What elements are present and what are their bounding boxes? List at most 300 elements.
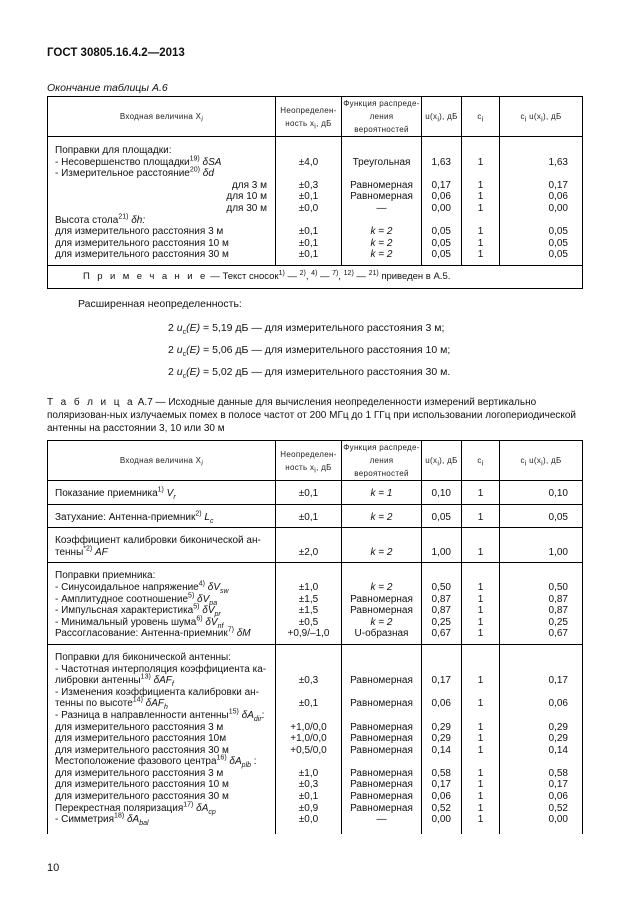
table-row: [48, 687, 583, 699]
footnote-ref: 19): [189, 155, 200, 163]
cell-distribution: Равномерная: [342, 779, 422, 791]
spacer-cell: [422, 826, 462, 834]
cell-distribution: —: [342, 814, 422, 826]
cell-input: для измерительного расстояния 3 м: [48, 722, 276, 734]
cell-uncertainty: ±0,0: [276, 814, 342, 826]
spacer-cell: [422, 504, 462, 512]
spacer-cell: [462, 528, 500, 536]
symbol: L: [201, 511, 210, 523]
cell-u: 0,87: [422, 594, 462, 606]
cell-uncertainty: ±0,1: [276, 698, 342, 710]
symbol-sub: h: [164, 704, 168, 712]
spacer-cell: [276, 481, 342, 489]
cell-distribution: k = 2: [342, 582, 422, 594]
note-row: [48, 265, 583, 288]
cell-u: [422, 687, 462, 699]
spacer-cell: [500, 504, 583, 512]
cell-u: 0,05: [422, 226, 462, 238]
cell-cu: 0,14: [500, 745, 583, 757]
cell-distribution: —: [342, 203, 422, 215]
cell-cu: 0,05: [500, 249, 583, 261]
table-row: [48, 664, 583, 676]
cell-c: 1: [462, 249, 500, 261]
cell-distribution: [342, 535, 422, 547]
cell-u: 0,05: [422, 512, 462, 524]
col-header-u: $u(x_i)$, дБ: [422, 97, 462, 137]
cell-distribution: Равномерная: [342, 768, 422, 780]
cell-uncertainty: ±1,0: [276, 582, 342, 594]
footnote-ref: 2): [299, 269, 306, 277]
cell-cu: 0,06: [500, 791, 583, 803]
footnote-ref: 5): [188, 592, 195, 600]
table-row: [48, 570, 583, 582]
table-row: [48, 779, 583, 791]
table-row: [48, 594, 583, 606]
symbol-sub: plb: [241, 762, 252, 770]
cell-distribution: k = 2: [342, 547, 422, 559]
cell-distribution: k = 2: [342, 617, 422, 629]
symbol-sub: sw: [220, 587, 229, 595]
spacer-cell: [500, 528, 583, 536]
cell-uncertainty: ±1,5: [276, 594, 342, 606]
symbol: δA: [226, 756, 242, 768]
footnote-ref: *2): [83, 545, 93, 553]
cell-cu: 1,63: [500, 157, 583, 169]
cell-u: 0,52: [422, 803, 462, 815]
cell-cu: 0,05: [500, 226, 583, 238]
cell-uncertainty: [276, 145, 342, 157]
footnote-ref: 1): [278, 269, 285, 277]
cell-c: 1: [462, 722, 500, 734]
cell-input: Поправки для биконической антенны:: [48, 652, 276, 664]
cell-u: [422, 215, 462, 227]
spacer-cell: [500, 644, 583, 652]
cell-u: 0,50: [422, 582, 462, 594]
col-header-cu-sub: i: [524, 116, 527, 124]
symbol: δV: [199, 605, 215, 617]
footnote-ref: 20): [189, 166, 200, 174]
cell-uncertainty: +0,9/–1,0: [276, 628, 342, 640]
symbol-sub: r: [173, 494, 176, 501]
table-row: [48, 791, 583, 803]
cell-u: 0,25: [422, 617, 462, 629]
cell-input: - Минимальный уровень шума$^{6)}$ $\delta V_{nf}$: [48, 617, 276, 629]
cell-distribution: Равномерная: [342, 191, 422, 203]
cell-c: 1: [462, 675, 500, 687]
table-row: [48, 733, 583, 745]
spacer-cell: [342, 137, 422, 146]
cell-cu: 0,05: [500, 512, 583, 524]
cell-cu: [500, 687, 583, 699]
cell-uncertainty: [276, 652, 342, 664]
cell-distribution: Равномерная: [342, 698, 422, 710]
cell-cu: 0,25: [500, 617, 583, 629]
footnote-ref: 6): [196, 615, 203, 623]
cell-uncertainty: [276, 535, 342, 547]
cell-u: [422, 756, 462, 768]
col-header-cu: $c_i$ $u(x_i)$, дБ: [500, 441, 583, 481]
cell-distribution: Равномерная: [342, 675, 422, 687]
spacer-cell: [342, 644, 422, 652]
cell-uncertainty: ±0,1: [276, 488, 342, 500]
table-row: [48, 617, 583, 629]
symbol: δSA: [199, 156, 222, 168]
footnote-ref: 17): [183, 801, 194, 809]
symbol: δd: [200, 168, 214, 180]
symbol: δAF: [142, 698, 165, 710]
table-row: [48, 547, 583, 559]
symbol: δA: [238, 709, 254, 721]
cell-c: 1: [462, 628, 500, 640]
cell-input: - Изменения коэффициента калибровки ан-: [48, 687, 276, 699]
table-row: [48, 710, 583, 722]
cell-input: Местоположение фазового центра$^{16)}$ $\delta A_{plb}$ :: [48, 756, 276, 768]
spacer-row: [48, 137, 583, 146]
equation-line: 2 $u_c(E) = 5,19$ дБ — для измерительного расстояния 3 м;: [168, 322, 445, 337]
symbol-sub: f: [171, 681, 174, 689]
spacer-cell: [422, 528, 462, 536]
cell-uncertainty: ±0,1: [276, 191, 342, 203]
cell-u: 0,06: [422, 698, 462, 710]
symbol-sub: c: [182, 351, 187, 359]
cell-cu: 0,17: [500, 779, 583, 791]
cell-distribution: Равномерная: [342, 733, 422, 745]
cell-uncertainty: ±0,9: [276, 803, 342, 815]
spacer-cell: [342, 563, 422, 571]
symbol-sub: bal: [139, 820, 149, 828]
cell-distribution: [342, 710, 422, 722]
cell-cu: [500, 710, 583, 722]
cell-distribution: [342, 652, 422, 664]
cell-u: 0,10: [422, 488, 462, 500]
cell-c: [462, 168, 500, 180]
cell-cu: 0,67: [500, 628, 583, 640]
col-header-uncertainty-sub: i: [314, 467, 317, 475]
col-header-input: Входная величина $X_i$: [48, 97, 276, 137]
symbol: AF: [92, 546, 108, 558]
spacer-cell: [276, 504, 342, 512]
symbol: δh:: [128, 214, 146, 226]
cell-c: [462, 570, 500, 582]
cell-c: 1: [462, 733, 500, 745]
spacer-cell: [48, 563, 276, 571]
spacer-cell: [48, 504, 276, 512]
equation-line: 2 $u_c(E) = 5,02$ дБ — для измерительного расстояния 30 м.: [168, 366, 451, 381]
cell-c: 1: [462, 803, 500, 815]
cell-distribution: k = 2: [342, 226, 422, 238]
footnote-ref: 13): [140, 673, 151, 681]
spacer-cell: [462, 644, 500, 652]
cell-uncertainty: [276, 168, 342, 180]
spacer-cell: [462, 563, 500, 571]
spacer-row: [48, 481, 583, 489]
cell-c: [462, 215, 500, 227]
cell-c: 1: [462, 238, 500, 250]
symbol-sub: c: [209, 517, 214, 525]
cell-distribution: k = 2: [342, 249, 422, 261]
cell-c: 1: [462, 768, 500, 780]
cell-cu: 0,87: [500, 594, 583, 606]
cell-u: 0,00: [422, 814, 462, 826]
cell-c: [462, 664, 500, 676]
spacer-cell: [422, 137, 462, 146]
symbol: δA: [193, 802, 209, 814]
cell-input: Рассогласование: Антенна-приемник$^{7)}$ δM: [48, 628, 276, 640]
cell-c: [462, 687, 500, 699]
footnote-ref: 21): [118, 213, 129, 221]
spacer-cell: [422, 481, 462, 489]
spacer-cell: [422, 563, 462, 571]
col-header-c: $c_i$: [462, 441, 500, 481]
spacer-cell: [48, 826, 276, 834]
cell-uncertainty: [276, 570, 342, 582]
cell-c: 1: [462, 779, 500, 791]
cell-input: - Синусоидальное напряжение$^{4)}$ $\delta V_{sw}$: [48, 582, 276, 594]
cell-c: 1: [462, 605, 500, 617]
spacer-cell: [342, 481, 422, 489]
cell-input: - Разница в направленности антенны$^{15)}$ $\delta A_{dir}$:: [48, 710, 276, 722]
cell-c: 1: [462, 512, 500, 524]
symbol-sub: pr: [214, 611, 221, 619]
spacer-cell: [500, 137, 583, 146]
symbol-sub: pa: [209, 599, 218, 607]
cell-input: для 30 м: [48, 203, 276, 215]
cell-distribution: Равномерная: [342, 594, 422, 606]
cell-input: тенны по высоте$^{14)}$ δAF$_h$: [48, 698, 276, 710]
table-row: [48, 226, 583, 238]
cell-c: [462, 710, 500, 722]
col-header-c-sub: i: [481, 116, 484, 124]
spacer-row: [48, 644, 583, 652]
spacer-row: [48, 563, 583, 571]
cell-input: Затухание: Антенна-приемник$^{2)}$ $L_c$: [48, 512, 276, 524]
symbol: δV: [202, 616, 218, 628]
cell-uncertainty: ±1,5: [276, 605, 342, 617]
cell-uncertainty: [276, 687, 342, 699]
table-row: [48, 768, 583, 780]
table-row: [48, 145, 583, 157]
table-row: [48, 628, 583, 640]
spacer-cell: [276, 528, 342, 536]
footnote-ref: 14): [132, 696, 143, 704]
footnote-ref: 18): [114, 812, 125, 820]
cell-cu: [500, 664, 583, 676]
cell-u: [422, 168, 462, 180]
footnote-ref: 12): [343, 269, 354, 277]
spacer-cell: [500, 481, 583, 489]
cell-input: - Импульсная характеристика$^{5)}$ $\delta V_{pr}$: [48, 605, 276, 617]
cell-c: [462, 652, 500, 664]
table-row: [48, 238, 583, 250]
symbol: V: [163, 488, 174, 499]
cell-distribution: Равномерная: [342, 791, 422, 803]
cell-c: 1: [462, 157, 500, 169]
table-row: [48, 191, 583, 203]
col-header-c: $c_i$: [462, 97, 500, 137]
footnote-ref: 15): [228, 708, 239, 716]
cell-uncertainty: ±0,3: [276, 180, 342, 192]
cell-input: Высота стола$^{21)}$ δh:: [48, 215, 276, 227]
cell-u: [422, 710, 462, 722]
note-cell: П р и м е ч а н и е — Текст сносок$^{1)}$ — $^{2)}$, $^{4)}$ — $^{7)}$, $^{12)}$ — $^{21)}$ приведен в А.5.: [48, 265, 583, 288]
table-row: [48, 582, 583, 594]
cell-distribution: U-образная: [342, 628, 422, 640]
cell-uncertainty: [276, 215, 342, 227]
cell-u: 0,58: [422, 768, 462, 780]
expanded-uncertainty-label: Расширенная неопределенность:: [78, 298, 242, 310]
cell-c: 1: [462, 617, 500, 629]
cell-cu: 0,05: [500, 238, 583, 250]
table-row: [48, 803, 583, 815]
col-header-u-sub: i: [437, 460, 440, 468]
table-row: [48, 488, 583, 500]
cell-u: 0,14: [422, 745, 462, 757]
cell-input: Поправки приемника:: [48, 570, 276, 582]
symbol-sub: c: [182, 373, 187, 381]
cell-input: для 3 м: [48, 180, 276, 192]
table-row: [48, 652, 583, 664]
table-row: [48, 814, 583, 826]
cell-u: [422, 535, 462, 547]
note-label: П р и м е ч а н и е: [83, 271, 208, 283]
page-number: 10: [47, 862, 60, 874]
cell-uncertainty: [276, 710, 342, 722]
cell-cu: 0,17: [500, 180, 583, 192]
cell-c: 1: [462, 547, 500, 559]
cell-uncertainty: ±2,0: [276, 547, 342, 559]
spacer-cell: [276, 826, 342, 834]
cell-input: - Несовершенство площадки$^{19)}$ δSA: [48, 157, 276, 169]
cell-uncertainty: ±0,5: [276, 617, 342, 629]
cell-distribution: [342, 215, 422, 227]
table-label: Т а б л и ц а: [47, 397, 135, 408]
cell-u: 0,87: [422, 605, 462, 617]
table-row: [48, 722, 583, 734]
cell-cu: 0,87: [500, 605, 583, 617]
spacer-cell: [276, 563, 342, 571]
cell-cu: 0,52: [500, 803, 583, 815]
cell-uncertainty: ±0,0: [276, 203, 342, 215]
cell-distribution: [342, 145, 422, 157]
spacer-cell: [48, 644, 276, 652]
cell-u: 1,00: [422, 547, 462, 559]
cell-distribution: Равномерная: [342, 745, 422, 757]
cell-distribution: k = 2: [342, 238, 422, 250]
footnote-ref: 4): [198, 580, 205, 588]
cell-c: 1: [462, 226, 500, 238]
spacer-cell: [500, 826, 583, 834]
symbol: δA: [124, 814, 140, 826]
cell-c: 1: [462, 791, 500, 803]
col-header-input-sub: i: [201, 460, 204, 468]
cell-uncertainty: ±0,1: [276, 226, 342, 238]
cell-distribution: [342, 168, 422, 180]
cell-input: для измерительного расстояния 3 м: [48, 768, 276, 780]
symbol-sub: nf: [217, 622, 224, 630]
cell-distribution: [342, 664, 422, 676]
col-header-u-sub: i: [437, 116, 440, 124]
footnote-ref: 4): [311, 269, 318, 277]
symbol: δAF: [150, 675, 172, 687]
col-header-u: $u(x_i)$, дБ: [422, 441, 462, 481]
cell-uncertainty: ±0,1: [276, 249, 342, 261]
cell-input: Коэффициент калибровки биконической ан-: [48, 535, 276, 547]
symbol-e: (E): [186, 366, 201, 378]
col-header-input-sub: i: [201, 116, 204, 124]
cell-cu: 0,58: [500, 768, 583, 780]
cell-input: для измерительного расстояния 3 м: [48, 226, 276, 238]
table-a6-caption: Окончание таблицы А.6: [47, 82, 168, 94]
table-row: [48, 535, 583, 547]
spacer-cell: [462, 137, 500, 146]
cell-u: [422, 145, 462, 157]
cell-uncertainty: +1,0/0,0: [276, 722, 342, 734]
cell-cu: 0,06: [500, 698, 583, 710]
table-row: [48, 215, 583, 227]
cell-cu: [500, 168, 583, 180]
cell-cu: 0,00: [500, 814, 583, 826]
cell-cu: 0,29: [500, 722, 583, 734]
col-header-cu-sub: i: [524, 460, 527, 468]
cell-u: 1,63: [422, 157, 462, 169]
cell-u: 0,29: [422, 733, 462, 745]
cell-distribution: k = 2: [342, 512, 422, 524]
cell-c: 1: [462, 488, 500, 500]
cell-u: 0,29: [422, 722, 462, 734]
cell-c: 1: [462, 814, 500, 826]
cell-c: 1: [462, 203, 500, 215]
cell-input: Перекрестная поляризация$^{17)}$ $\delta A_{cp}$: [48, 803, 276, 815]
footnote-ref: 2): [195, 510, 202, 518]
table-a6: [47, 96, 583, 289]
cell-uncertainty: ±0,1: [276, 238, 342, 250]
spacer-row: [48, 826, 583, 834]
cell-input: для измерительного расстояния 10 м: [48, 238, 276, 250]
cell-u: 0,05: [422, 249, 462, 261]
spacer-cell: [422, 644, 462, 652]
cell-uncertainty: [276, 664, 342, 676]
table-row: [48, 168, 583, 180]
cell-cu: [500, 535, 583, 547]
symbol-u: u: [176, 366, 183, 378]
cell-input: для измерительного расстояния 10м: [48, 733, 276, 745]
symbol-sub: cp: [208, 808, 216, 816]
cell-input: для 10 м: [48, 191, 276, 203]
cell-u: 0,17: [422, 675, 462, 687]
cell-cu: 0,29: [500, 733, 583, 745]
spacer-cell: [500, 563, 583, 571]
cell-input: для измерительного расстояния 30 м: [48, 249, 276, 261]
table-a7-caption: [47, 396, 582, 435]
cell-input: для измерительного расстояния 30 м: [48, 745, 276, 757]
cell-uncertainty: ±0,1: [276, 791, 342, 803]
cell-distribution: Равномерная: [342, 605, 422, 617]
cell-distribution: [342, 570, 422, 582]
cell-c: 1: [462, 180, 500, 192]
cell-input: - Частотная интерполяция коэффициента ка-: [48, 664, 276, 676]
cell-input: либровки антенны$^{13)}$ δAF$_f$: [48, 675, 276, 687]
cell-c: 1: [462, 594, 500, 606]
table-row: [48, 180, 583, 192]
col-header-distribution: Функция распреде-ления вероятностей: [342, 97, 422, 137]
spacer-row: [48, 504, 583, 512]
cell-cu: 0,06: [500, 191, 583, 203]
table-a7: [47, 440, 583, 834]
table-a7-caption-text: А.7 — Исходные данные для вычисления неопределенности измерений вертикально поляризован-ных излучаемых помех в полосе частот от 200 МГц до 1 ГГц при использовании логопериодической антенны на расстоянии 3, 10 или 30 м: [47, 397, 577, 434]
table-row: [48, 756, 583, 768]
cell-input: для измерительного расстояния 30 м: [48, 791, 276, 803]
spacer-cell: [342, 528, 422, 536]
